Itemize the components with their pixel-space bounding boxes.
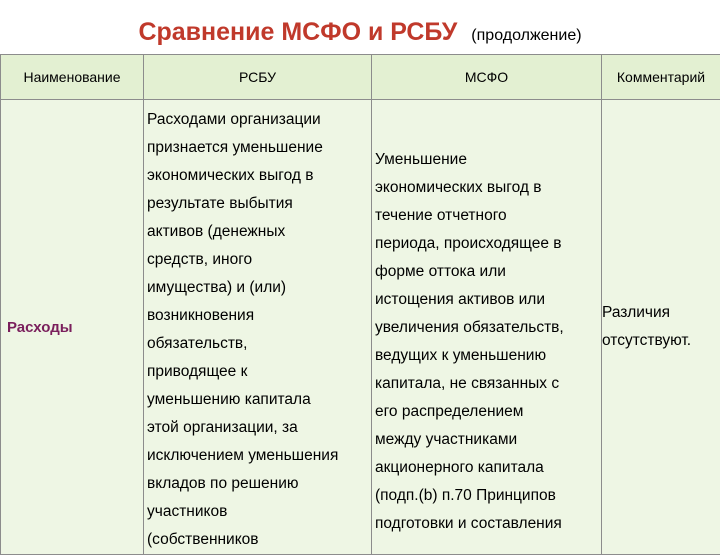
header-comment: Комментарий xyxy=(602,55,720,100)
comparison-table xyxy=(0,54,720,555)
slide-title xyxy=(0,18,720,47)
header-rsbu: РСБУ xyxy=(144,55,372,100)
title-subtitle: (продолжение) xyxy=(471,27,581,44)
row-name-cell: Расходы xyxy=(1,100,144,555)
rsbu-text: Расходами организации признается уменьшение экономических выгод в результате выбытия активов (денежных средств, иного имущества) и (или) возникновения обязательств, приводящее к уменьшению капитала этой организации, за исключением уменьшения вкладов по решению участников (собственников xyxy=(144,100,371,554)
table-row xyxy=(1,100,720,555)
msfo-cell xyxy=(372,100,602,555)
comment-cell: Различия отсутствуют. xyxy=(602,100,720,555)
table-header-row xyxy=(1,55,720,100)
title-main: Сравнение МСФО и РСБУ xyxy=(138,18,457,46)
msfo-text: Уменьшение экономических выгод в течение отчетного периода, происходящее в форме оттока или истощения активов или увеличения обязательств, ведущих к уменьшению капитала, не связанных с его распределением между участниками акционерного капитала (подп.(b) п.70 Принципов подготовки и составления xyxy=(372,100,601,538)
header-msfo: МСФО xyxy=(372,55,602,100)
header-name: Наименование xyxy=(1,55,144,100)
rsbu-cell xyxy=(144,100,372,555)
